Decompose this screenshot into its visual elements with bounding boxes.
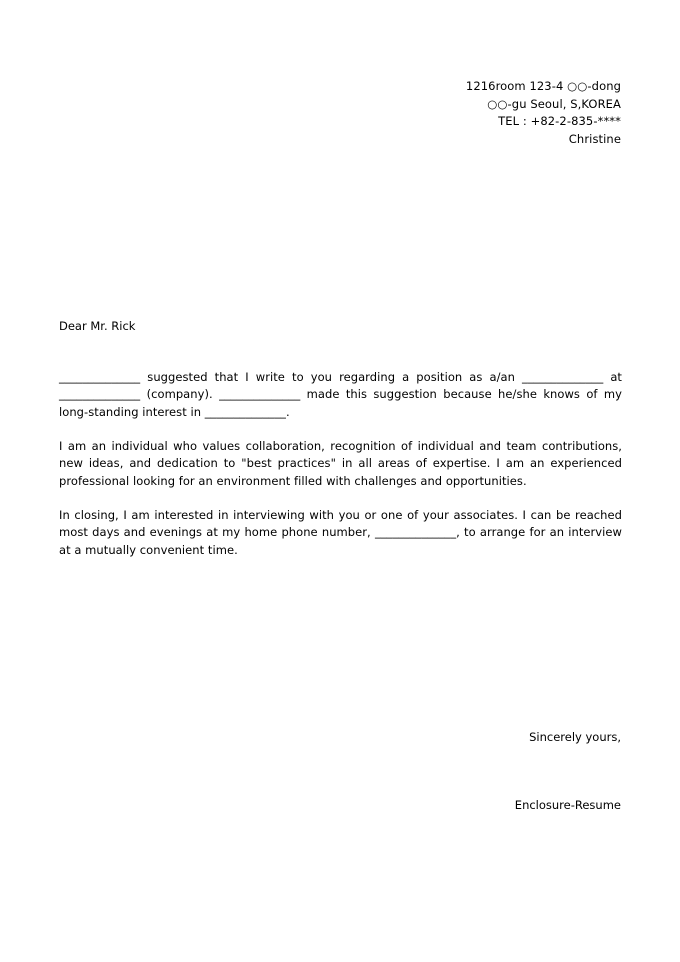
sender-address-line-1: 1216room 123-4 ○○-dong [465,79,621,93]
enclosure-note: Enclosure-Resume [514,798,621,812]
sender-name: Christine [568,131,621,146]
sender-address-line-2: ○○-gu Seoul, S,KOREA [487,96,621,111]
body-paragraph-3: In closing, I am interested in interviewing with you or one of your associates. I can be reached most days and evenings at my home phone number, ______________, to arrange for an interview at a mutually convenient time. [59,508,622,557]
closing-line: Sincerely yours, [529,730,621,744]
salutation: Dear Mr. Rick [59,319,136,333]
body-paragraph-1: ______________ suggested that I write to you regarding a position as a/an ______________ at ______________ (company). ______________ made this suggestion because he/she knows of my long-standing interest in ______________. [59,370,622,419]
sender-address-block [466,78,621,148]
body-paragraph-2: I am an individual who values collaboration, recognition of individual and team contributions, new ideas, and dedication to "best practices" in all areas of expertise. I am an experienced professional looking for an environment filled with challenges and opportunities. [59,439,622,488]
sender-phone: TEL : +82-2-835-**** [498,114,621,128]
